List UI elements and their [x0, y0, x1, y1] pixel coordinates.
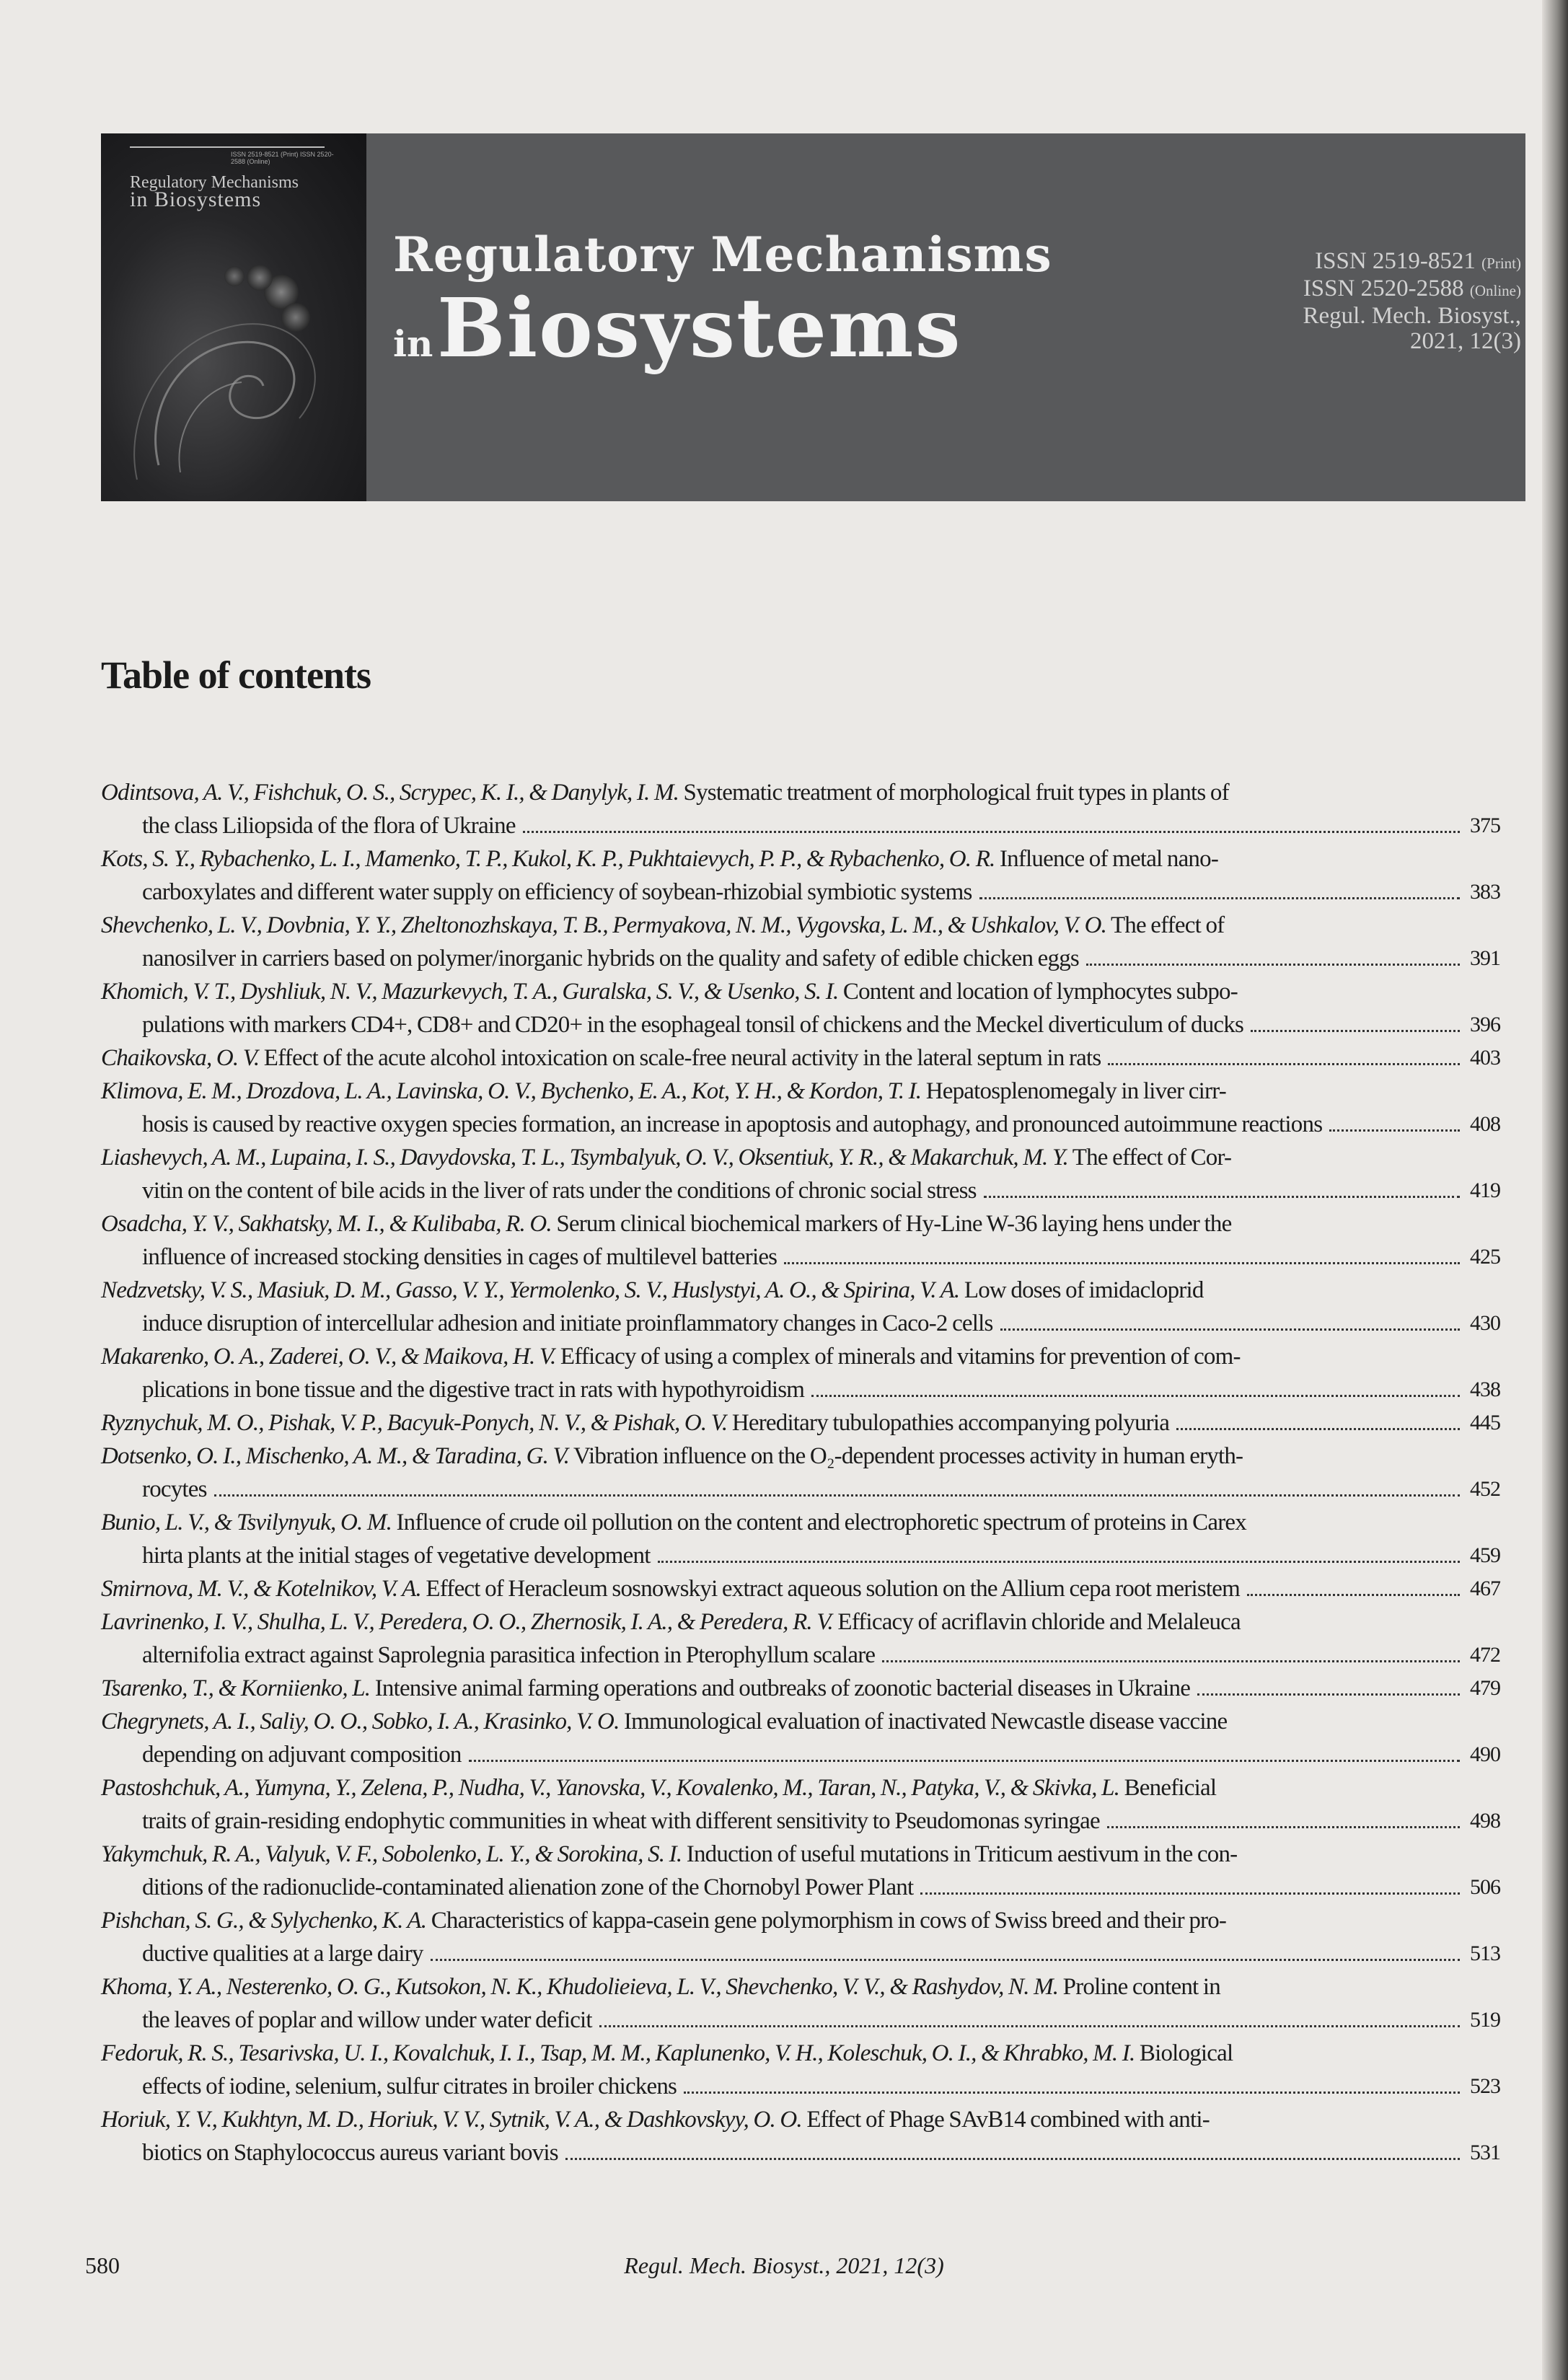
- dot-leader: [1086, 949, 1460, 966]
- toc-page-number: 519: [1470, 2008, 1500, 2032]
- toc-page-number: 408: [1470, 1112, 1500, 1136]
- toc-title: Systematic treatment of morphological fruit types in plants of: [679, 780, 1229, 806]
- toc-entry-text: [101, 2037, 1464, 2070]
- toc-title: Characteristics of kappa-casein gene polymorphism in cows of Swiss breed and their pro-: [426, 1908, 1227, 1934]
- toc-entry[interactable]: [101, 1141, 1536, 1207]
- toc-page-number: 498: [1470, 1809, 1500, 1833]
- cover-issn: ISSN 2519-8521 (Print) ISSN 2520-2588 (Online): [231, 151, 334, 165]
- dot-leader: [565, 2143, 1460, 2160]
- toc-entry[interactable]: [101, 1672, 1536, 1705]
- toc-entry[interactable]: [101, 1041, 1536, 1075]
- dot-leader: [469, 1745, 1460, 1762]
- journal-title-line1: Regulatory Mechanisms: [393, 226, 1052, 283]
- dot-leader: [431, 1944, 1460, 1961]
- toc-page-number: 375: [1470, 814, 1500, 837]
- dot-leader: [214, 1480, 1460, 1497]
- toc-title-rest: influence of increased stocking densities in cages of multilevel batteries: [142, 1244, 778, 1270]
- toc-title: Serum clinical biochemical markers of Hy-Line W-36 laying hens under the: [551, 1211, 1232, 1237]
- toc-title-rest: effects of iodine, selenium, sulfur citrates in broiler chickens: [142, 2073, 677, 2099]
- toc-entry[interactable]: [101, 1440, 1536, 1506]
- toc-title-continued: [101, 1473, 1464, 1506]
- toc-entry-text: [101, 1838, 1464, 1871]
- toc-title: Effect of Heracleum sosnowskyi extract aqueous solution on the Allium cepa root meristem: [420, 1576, 1240, 1602]
- toc-page-number: 490: [1470, 1742, 1500, 1766]
- toc-authors: Kots, S. Y., Rybachenko, L. I., Mamenko, T. P., Kukol, K. P., Pukhtaievych, P. P., & Rybachenko, O. R.: [101, 846, 995, 872]
- toc-title-rest: vitin on the content of bile acids in the liver of rats under the conditions of chronic social stress: [142, 1178, 977, 1204]
- toc-entry-text: [101, 1340, 1464, 1373]
- toc-title-continued: [101, 1174, 1464, 1207]
- toc-entry-text: [101, 776, 1464, 809]
- journal-abbrev: Regul. Mech. Biosyst.,: [1303, 303, 1521, 329]
- toc-entry[interactable]: [101, 1340, 1536, 1406]
- toc-title-rest: the class Liliopsida of the flora of Ukraine: [142, 813, 516, 839]
- cover-rule: [130, 146, 325, 148]
- toc-title-rest: induce disruption of intercellular adhesion and initiate proinflammatory changes in Caco-2 cells: [142, 1310, 993, 1336]
- toc-authors: Bunio, L. V., & Tsvilynyuk, O. M.: [101, 1509, 392, 1535]
- toc-list: [101, 776, 1536, 2169]
- toc-entry[interactable]: [101, 1075, 1536, 1141]
- toc-entry-text: [101, 1041, 1464, 1075]
- toc-entry-text: [101, 1605, 1464, 1639]
- toc-entry-text: [101, 1904, 1464, 1937]
- toc-authors: Khomich, V. T., Dyshliuk, N. V., Mazurkevych, T. A., Guralska, S. V., & Usenko, S. I.: [101, 979, 839, 1005]
- dot-leader: [1000, 1314, 1460, 1331]
- cover-title: [130, 173, 299, 211]
- toc-authors: Chegrynets, A. I., Saliy, O. O., Sobko, I. A., Krasinko, V. O.: [101, 1709, 620, 1735]
- dot-leader: [1197, 1679, 1460, 1696]
- toc-title: Effect of the acute alcohol intoxication on scale-free neural activity in the lateral septum in rats: [259, 1045, 1101, 1071]
- dot-leader: [599, 2011, 1460, 2027]
- toc-page-number: 438: [1470, 1378, 1500, 1401]
- toc-title-rest: rocytes: [142, 1476, 207, 1502]
- dot-leader: [1107, 1812, 1460, 1828]
- toc-title-rest: hirta plants at the initial stages of vegetative development: [142, 1543, 651, 1569]
- toc-authors: Dotsenko, O. I., Mischenko, A. M., & Taradina, G. V.: [101, 1443, 570, 1469]
- toc-title-continued: [101, 1008, 1464, 1041]
- toc-entry[interactable]: [101, 1904, 1536, 1970]
- toc-entry[interactable]: [101, 1705, 1536, 1771]
- toc-title-rest: depending on adjuvant composition: [142, 1742, 462, 1768]
- toc-title-continued: [101, 1738, 1464, 1771]
- toc-title: Content and location of lymphocytes subpo-: [838, 979, 1238, 1005]
- toc-title: Efficacy of acriflavin chloride and Melaleuca: [832, 1609, 1241, 1635]
- toc-entry[interactable]: [101, 2103, 1536, 2169]
- toc-title-continued: [101, 2070, 1464, 2103]
- toc-title: Low doses of imidacloprid: [959, 1277, 1204, 1303]
- toc-title-continued: [101, 1539, 1464, 1572]
- dot-leader: [523, 816, 1460, 833]
- toc-entry-text: [101, 1440, 1464, 1473]
- toc-entry-text: [101, 975, 1464, 1008]
- toc-title-continued: [101, 2136, 1464, 2169]
- cover-title-line2: in Biosystems: [130, 188, 262, 211]
- toc-title: Proline content in: [1058, 1974, 1220, 2000]
- toc-authors: Pishchan, S. G., & Sylychenko, K. A.: [101, 1908, 427, 1934]
- toc-entry-text: [101, 1274, 1464, 1307]
- toc-title-rest: alternifolia extract against Saprolegnia parasitica infection in Pterophyllum scalare: [142, 1642, 876, 1668]
- toc-authors: Pastoshchuk, A., Yumyna, Y., Zelena, P., Nudha, V., Yanovska, V., Kovalenko, M., Taran, N., Patyka, V., & Skivka, L.: [101, 1775, 1120, 1801]
- issn-online-number: ISSN 2520-2588: [1303, 276, 1464, 301]
- toc-authors: Osadcha, Y. V., Sakhatsky, M. I., & Kulibaba, R. O.: [101, 1211, 552, 1237]
- toc-page-number: 459: [1470, 1543, 1500, 1567]
- journal-reference: Regul. Mech. Biosyst., 2021, 12(3): [624, 2252, 944, 2278]
- toc-entry-text: [101, 1075, 1464, 1108]
- toc-page-number: 403: [1470, 1046, 1500, 1070]
- toc-authors: Horiuk, Y. V., Kukhtyn, M. D., Horiuk, V. V., Sytnik, V. A., & Dashkovskyy, O. O.: [101, 2107, 802, 2133]
- toc-entry-text: [101, 909, 1464, 942]
- cover-thumbnail: [101, 133, 366, 501]
- toc-title-rest: carboxylates and different water supply on efficiency of soybean-rhizobial symbiotic systems: [142, 879, 972, 905]
- toc-title-continued: [101, 1373, 1464, 1406]
- dot-leader: [684, 2077, 1460, 2094]
- toc-entry-text: [101, 1970, 1464, 2004]
- toc-entry[interactable]: [101, 909, 1536, 975]
- toc-page-number: 396: [1470, 1013, 1500, 1036]
- toc-title-rest: ductive qualities at a large dairy: [142, 1941, 423, 1967]
- toc-title: Immunological evaluation of inactivated Newcastle disease vaccine: [619, 1709, 1228, 1735]
- toc-title: Biological: [1135, 2040, 1233, 2066]
- dot-leader: [1251, 1015, 1460, 1032]
- toc-entry-text: [101, 842, 1464, 876]
- toc-page-number: 467: [1470, 1577, 1500, 1600]
- toc-title: Induction of useful mutations in Triticum aestivum in the con-: [682, 1841, 1238, 1867]
- toc-page-number: 383: [1470, 880, 1500, 904]
- issn-online-label: (Online): [1469, 282, 1521, 299]
- toc-entry-text: [101, 1406, 1464, 1440]
- toc-page-number: 419: [1470, 1178, 1500, 1202]
- toc-title-rest: the leaves of poplar and willow under water deficit: [142, 2007, 592, 2033]
- dot-leader: [1176, 1414, 1460, 1430]
- dot-leader: [1247, 1579, 1460, 1596]
- issn-block: [1261, 249, 1521, 354]
- dot-leader: [920, 1878, 1460, 1895]
- dot-leader: [979, 883, 1461, 899]
- toc-entry-text: [101, 1572, 1464, 1605]
- dot-leader: [1108, 1049, 1460, 1065]
- toc-page-number: 479: [1470, 1676, 1500, 1700]
- toc-authors: Khoma, Y. A., Nesterenko, O. G., Kutsokon, N. K., Khudolieieva, L. V., Shevchenko, V. V., & Rashydov, N. M.: [101, 1974, 1059, 2000]
- toc-title: Hereditary tubulopathies accompanying polyuria: [727, 1410, 1170, 1436]
- journal-title: [393, 226, 1052, 376]
- toc-title-continued: [101, 1307, 1464, 1340]
- toc-authors: Shevchenko, L. V., Dovbnia, Y. Y., Zheltonozhskaya, T. B., Permyakova, N. M., Vygovska, L. M., & Ushkalov, V. O.: [101, 912, 1107, 938]
- toc-authors: Makarenko, O. A., Zaderei, O. V., & Maikova, H. V.: [101, 1344, 556, 1370]
- dot-leader: [784, 1248, 1460, 1264]
- toc-authors: Tsarenko, T., & Korniienko, L.: [101, 1675, 371, 1701]
- toc-entry[interactable]: [101, 1605, 1536, 1672]
- toc-title-rest: biotics on Staphylococcus aureus variant bovis: [142, 2140, 558, 2166]
- toc-authors: Nedzvetsky, V. S., Masiuk, D. M., Gasso, V. Y., Yermolenko, S. V., Huslystyi, A. O., & Spirina, V. A.: [101, 1277, 960, 1303]
- toc-title-continued: [101, 1639, 1464, 1672]
- issn-print: [1261, 249, 1521, 276]
- journal-title-in: in: [393, 322, 433, 365]
- dot-leader: [658, 1546, 1460, 1563]
- dot-leader: [882, 1646, 1460, 1662]
- toc-entry-text: [101, 2103, 1464, 2136]
- toc-title: The effect of: [1106, 912, 1225, 938]
- toc-page-number: 472: [1470, 1643, 1500, 1667]
- toc-title-continued: [101, 809, 1464, 842]
- toc-page-number: 506: [1470, 1875, 1500, 1899]
- toc-authors: Ryznychuk, M. O., Pishak, V. P., Bacyuk-Ponych, N. V., & Pishak, O. V.: [101, 1410, 728, 1436]
- toc-title: Vibration influence on the O₂-dependent processes activity in human eryth-: [569, 1443, 1243, 1469]
- toc-title-continued: [101, 942, 1464, 975]
- toc-authors: Odintsova, A. V., Fishchuk, O. S., Scrypec, K. I., & Danylyk, I. M.: [101, 780, 679, 806]
- toc-authors: Fedoruk, R. S., Tesarivska, U. I., Kovalchuk, I. I., Tsap, M. M., Kaplunenko, V. H., Koleschuk, O. I., & Khrabko, M. I.: [101, 2040, 1135, 2066]
- toc-title-continued: [101, 2004, 1464, 2037]
- toc-page-number: 430: [1470, 1311, 1500, 1335]
- toc-title-rest: ditions of the radionuclide-contaminated alienation zone of the Chornobyl Power Plant: [142, 1874, 914, 1900]
- toc-title: Hepatosplenomegaly in liver cirr-: [921, 1078, 1226, 1104]
- spiral-artwork-icon: [115, 249, 353, 487]
- toc-authors: Smirnova, M. V., & Kotelnikov, V. A.: [101, 1576, 421, 1602]
- toc-title-continued: [101, 1937, 1464, 1970]
- toc-title-rest: hosis is caused by reactive oxygen species formation, an increase in apoptosis and autophagy, and pronounced autoimmune reactions: [142, 1111, 1323, 1137]
- toc-title-continued: [101, 1871, 1464, 1904]
- toc-entry-text: [101, 1771, 1464, 1804]
- toc-authors: Chaikovska, O. V.: [101, 1045, 260, 1071]
- toc-title-rest: pulations with markers CD4+, CD8+ and CD20+ in the esophageal tonsil of chickens and the Meckel diverticulum of ducks: [142, 1012, 1243, 1038]
- toc-entry[interactable]: [101, 1406, 1536, 1440]
- toc-entry[interactable]: [101, 842, 1536, 909]
- toc-entry[interactable]: [101, 1572, 1536, 1605]
- issn-online: [1261, 276, 1521, 304]
- toc-entry-text: [101, 1141, 1464, 1174]
- toc-entry[interactable]: [101, 776, 1536, 842]
- journal-banner: [101, 133, 1525, 501]
- dot-leader: [811, 1380, 1460, 1397]
- journal-title-biosystems: Biosystems: [436, 281, 962, 376]
- toc-authors: Liashevych, A. M., Lupaina, I. S., Davydovska, T. L., Tsymbalyuk, O. V., Oksentiuk, Y. R., & Makarchuk, M. Y.: [101, 1145, 1068, 1171]
- toc-page-number: 425: [1470, 1245, 1500, 1269]
- toc-entry-text: [101, 1506, 1464, 1539]
- toc-entry-text: [101, 1705, 1464, 1738]
- toc-entry[interactable]: [101, 1207, 1536, 1274]
- toc-entry-text: [101, 1672, 1464, 1705]
- toc-authors: Lavrinenko, I. V., Shulha, L. V., Peredera, O. O., Zhernosik, I. A., & Peredera, R. V.: [101, 1609, 833, 1635]
- toc-heading: Table of contents: [101, 653, 371, 697]
- toc-title-continued: [101, 1804, 1464, 1838]
- toc-entry[interactable]: [101, 2037, 1536, 2103]
- toc-page-number: 391: [1470, 946, 1500, 970]
- toc-title: Intensive animal farming operations and outbreaks of zoonotic bacterial diseases in Ukraine: [370, 1675, 1191, 1701]
- toc-entry[interactable]: [101, 1274, 1536, 1340]
- toc-title-continued: [101, 1240, 1464, 1274]
- toc-entry[interactable]: [101, 975, 1536, 1041]
- toc-title: Influence of metal nano-: [995, 846, 1219, 872]
- toc-title: Beneficial: [1119, 1775, 1217, 1801]
- toc-title-rest: nanosilver in carriers based on polymer/inorganic hybrids on the quality and safety of edible chicken eggs: [142, 946, 1079, 971]
- toc-page-number: 523: [1470, 2074, 1500, 2098]
- issn-print-label: (Print): [1481, 255, 1521, 272]
- toc-authors: Klimova, E. M., Drozdova, L. A., Lavinska, O. V., Bychenko, E. A., Kot, Y. H., & Kordon, T. I.: [101, 1078, 922, 1104]
- toc-page-number: 452: [1470, 1477, 1500, 1501]
- page-edge-shadow: [1542, 0, 1568, 2380]
- dot-leader: [984, 1181, 1460, 1198]
- cover-title-line1: Regulatory Mechanisms: [130, 173, 299, 192]
- page-number: 580: [85, 2252, 120, 2278]
- toc-authors: Yakymchuk, R. A., Valyuk, V. F., Sobolenko, L. Y., & Sorokina, S. I.: [101, 1841, 682, 1867]
- toc-title: Efficacy of using a complex of minerals and vitamins for prevention of com-: [555, 1344, 1241, 1370]
- toc-entry[interactable]: [101, 1771, 1536, 1838]
- toc-title-rest: plications in bone tissue and the digestive tract in rats with hypothyroidism: [142, 1377, 805, 1403]
- toc-title: Influence of crude oil pollution on the content and electrophoretic spectrum of proteins in Carex: [392, 1509, 1246, 1535]
- journal-title-line2: [393, 281, 1052, 376]
- issn-print-number: ISSN 2519-8521: [1315, 248, 1476, 274]
- toc-title-rest: traits of grain-residing endophytic communities in wheat with different sensitivity to Pseudomonas syringae: [142, 1808, 1100, 1834]
- toc-title-continued: [101, 1108, 1464, 1141]
- toc-entry[interactable]: [101, 1838, 1536, 1904]
- toc-entry[interactable]: [101, 1970, 1536, 2037]
- toc-entry-text: [101, 1207, 1464, 1240]
- toc-title-continued: [101, 876, 1464, 909]
- toc-title: Effect of Phage SAvB14 combined with anti-: [801, 2107, 1210, 2133]
- toc-title: The effect of Cor-: [1067, 1145, 1232, 1171]
- toc-page-number: 513: [1470, 1942, 1500, 1965]
- toc-page-number: 445: [1470, 1411, 1500, 1434]
- toc-page-number: 531: [1470, 2141, 1500, 2164]
- toc-entry[interactable]: [101, 1506, 1536, 1572]
- year-issue: 2021, 12(3): [1410, 328, 1521, 354]
- dot-leader: [1329, 1115, 1460, 1132]
